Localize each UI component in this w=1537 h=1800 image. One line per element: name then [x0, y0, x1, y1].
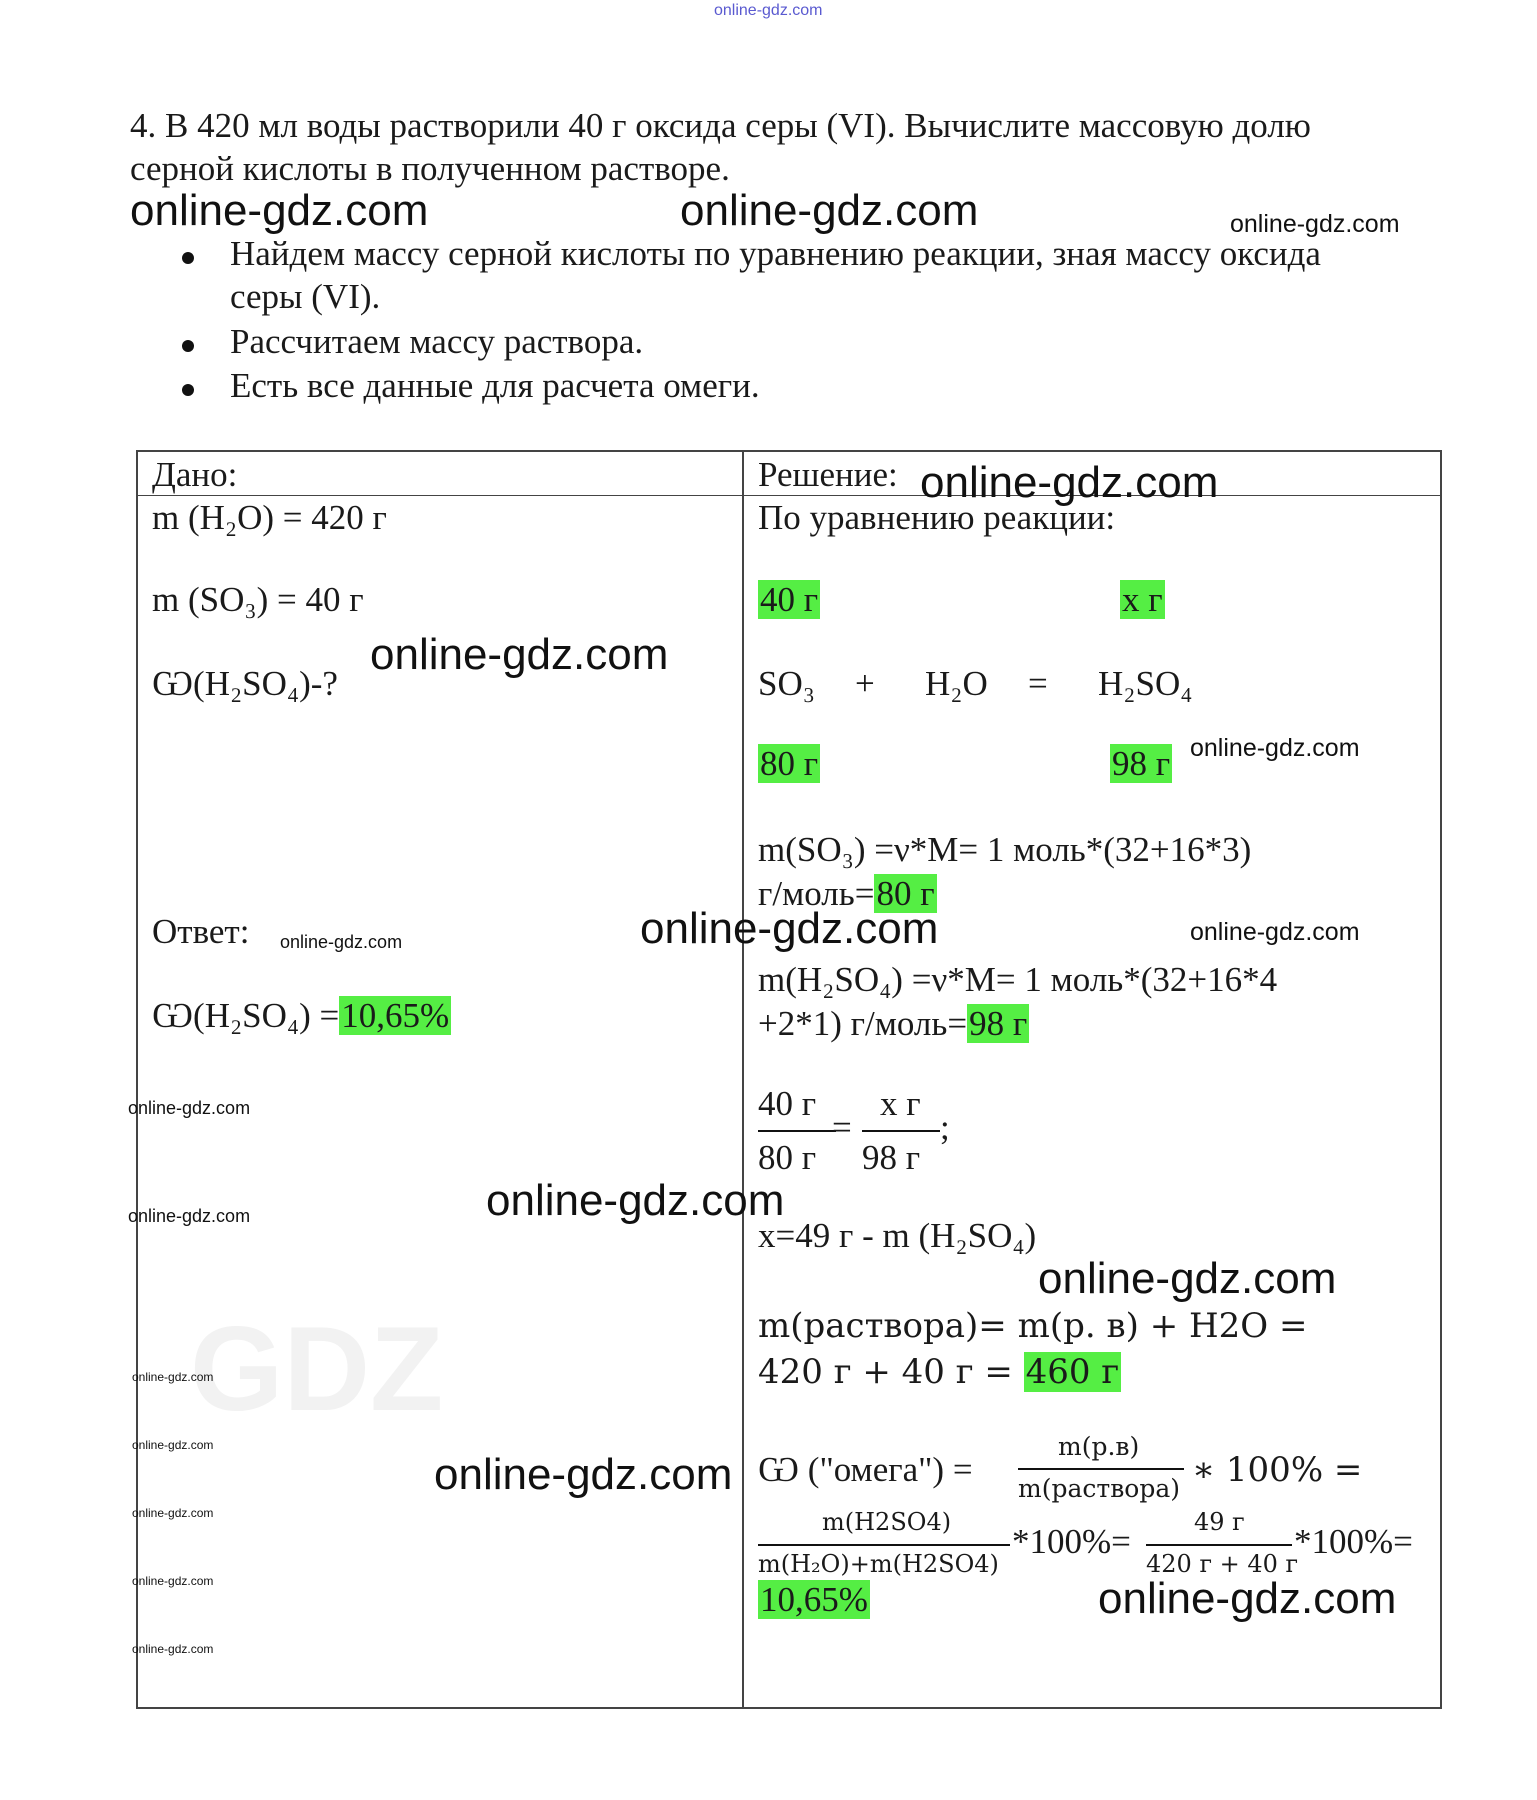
bullet-dot — [182, 384, 194, 396]
answer-value: 10,65% — [341, 996, 450, 1035]
given-find: Ѡ(H₂SO₄)-? — [152, 664, 338, 703]
watermark: online-gdz.com — [128, 1206, 251, 1226]
molar-mass-so3: 80 г — [760, 744, 819, 783]
given-so3: m (SO₃) = 40 г — [152, 580, 364, 619]
watermark: online-gdz.com — [128, 1098, 251, 1118]
watermark: online-gdz.com — [486, 1176, 785, 1225]
formula-numerator: m(H2SO4) — [822, 1508, 952, 1536]
watermark: online-gdz.com — [132, 1506, 214, 1520]
calc-h2so4-value: 98 г — [969, 1004, 1028, 1043]
answer-label: Ответ: — [152, 912, 250, 951]
solution-header: Решение: — [758, 455, 898, 494]
formula3-numerator: 49 г — [1194, 1508, 1245, 1536]
fraction-bar — [1018, 1468, 1184, 1470]
solution-mass-line2: 420 г + 40 г = 460 г — [758, 1352, 1120, 1392]
formula3-denominator: 420 г + 40 г — [1146, 1550, 1299, 1578]
proportion-end: ; — [940, 1108, 950, 1147]
mass-above-h2so4: х г — [1122, 580, 1163, 619]
watermark: online-gdz.com — [132, 1438, 214, 1452]
reaction-equals: = — [1028, 664, 1048, 703]
task-line-1: 4. В 420 мл воды растворили 40 г оксида серы (VI). Вычислите массовую долю — [130, 106, 1311, 145]
bullet-dot — [182, 340, 194, 352]
proportion-den-right: 98 г — [862, 1138, 921, 1177]
formula-mid: *100%= — [1012, 1522, 1131, 1561]
watermark: online-gdz.com — [434, 1450, 733, 1499]
fraction-bar — [758, 1130, 836, 1132]
given-h2o: m (H₂O) = 420 г — [152, 498, 387, 537]
task-text — [130, 104, 1311, 190]
watermark: online-gdz.com — [280, 932, 403, 952]
table-border-left — [136, 450, 138, 1709]
proportion-equals: = — [832, 1108, 852, 1147]
answer-line — [152, 996, 451, 1036]
given-header: Дано: — [152, 455, 238, 494]
step-1: Найдем массу серной кислоты по уравнению реакции, зная массу оксида — [230, 234, 1321, 273]
omega-suffix: ∗ 100% = — [1192, 1450, 1363, 1490]
watermark-top: online-gdz.com — [714, 2, 823, 19]
answer-prefix: Ѡ(H₂SO₄) = — [152, 996, 340, 1035]
step-2: Рассчитаем массу раствора. — [230, 322, 644, 361]
table-column-divider — [742, 450, 744, 1709]
watermark: online-gdz.com — [1230, 210, 1400, 238]
watermark: online-gdz.com — [132, 1370, 214, 1384]
watermark: online-gdz.com — [680, 186, 979, 235]
watermark: online-gdz.com — [1190, 918, 1360, 946]
omega-prefix: Ѡ ("омега") = — [758, 1450, 973, 1489]
task-line-2: серной кислоты в полученном растворе. — [130, 149, 730, 188]
formula3-end: *100%= — [1294, 1522, 1413, 1561]
calc-h2so4-line2: +2*1) г/моль=98 г — [758, 1004, 1028, 1043]
molar-mass-h2so4: 98 г — [1112, 744, 1171, 783]
watermark: online-gdz.com — [130, 186, 429, 235]
omega-denominator: m(раствора) — [1018, 1474, 1180, 1503]
table-border-right — [1440, 450, 1442, 1709]
watermark: online-gdz.com — [1038, 1254, 1337, 1303]
calc-so3-line2: г/моль=80 г — [758, 874, 935, 913]
omega-numerator: m(р.в) — [1058, 1432, 1140, 1461]
watermark: online-gdz.com — [132, 1642, 214, 1656]
watermark: online-gdz.com — [1190, 734, 1360, 762]
proportion-den-left: 80 г — [758, 1138, 817, 1177]
final-result: 10,65% — [760, 1580, 868, 1619]
formula-denominator: m(H₂O)+m(H2SO4) — [758, 1550, 999, 1578]
table-border-bottom — [136, 1707, 1442, 1709]
mass-above-so3: 40 г — [760, 580, 819, 619]
watermark: online-gdz.com — [920, 458, 1219, 507]
reaction-h2so4: H₂SO₄ — [1098, 664, 1193, 703]
watermark: online-gdz.com — [132, 1574, 214, 1588]
proportion-num-left: 40 г — [758, 1084, 817, 1123]
solution-intro: По уравнению реакции: — [758, 498, 1116, 537]
calc-so3-value: 80 г — [876, 874, 935, 913]
reaction-h2o: H₂O — [925, 664, 988, 703]
watermark: online-gdz.com — [370, 630, 669, 679]
x-result: x=49 г - m (H₂SO₄) — [758, 1216, 1037, 1255]
bullet-dot — [182, 252, 194, 264]
watermark: online-gdz.com — [1098, 1574, 1397, 1623]
step-3: Есть все данные для расчета омеги. — [230, 366, 760, 405]
step-1-cont: серы (VI). — [230, 277, 381, 316]
reaction-so3: SO₃ — [758, 664, 815, 703]
table-header-divider — [136, 495, 1442, 496]
solution-mass-value: 460 г — [1025, 1352, 1120, 1392]
calc-so3-line1: m(SO₃) =ν*M= 1 моль*(32+16*3) — [758, 830, 1252, 869]
fraction-bar — [1146, 1544, 1292, 1546]
solution-mass-line1: m(раствора)= m(р. в) + H2O = — [758, 1306, 1308, 1346]
fraction-bar — [758, 1544, 1010, 1546]
calc-h2so4-line1: m(H₂SO₄) =ν*M= 1 моль*(32+16*4 — [758, 960, 1278, 999]
fraction-bar — [862, 1130, 940, 1132]
proportion-num-right: х г — [880, 1084, 921, 1123]
background-watermark: GDZ — [190, 1302, 444, 1436]
table-border-top — [136, 450, 1442, 452]
watermark: online-gdz.com — [640, 904, 939, 953]
reaction-plus: + — [855, 664, 875, 703]
